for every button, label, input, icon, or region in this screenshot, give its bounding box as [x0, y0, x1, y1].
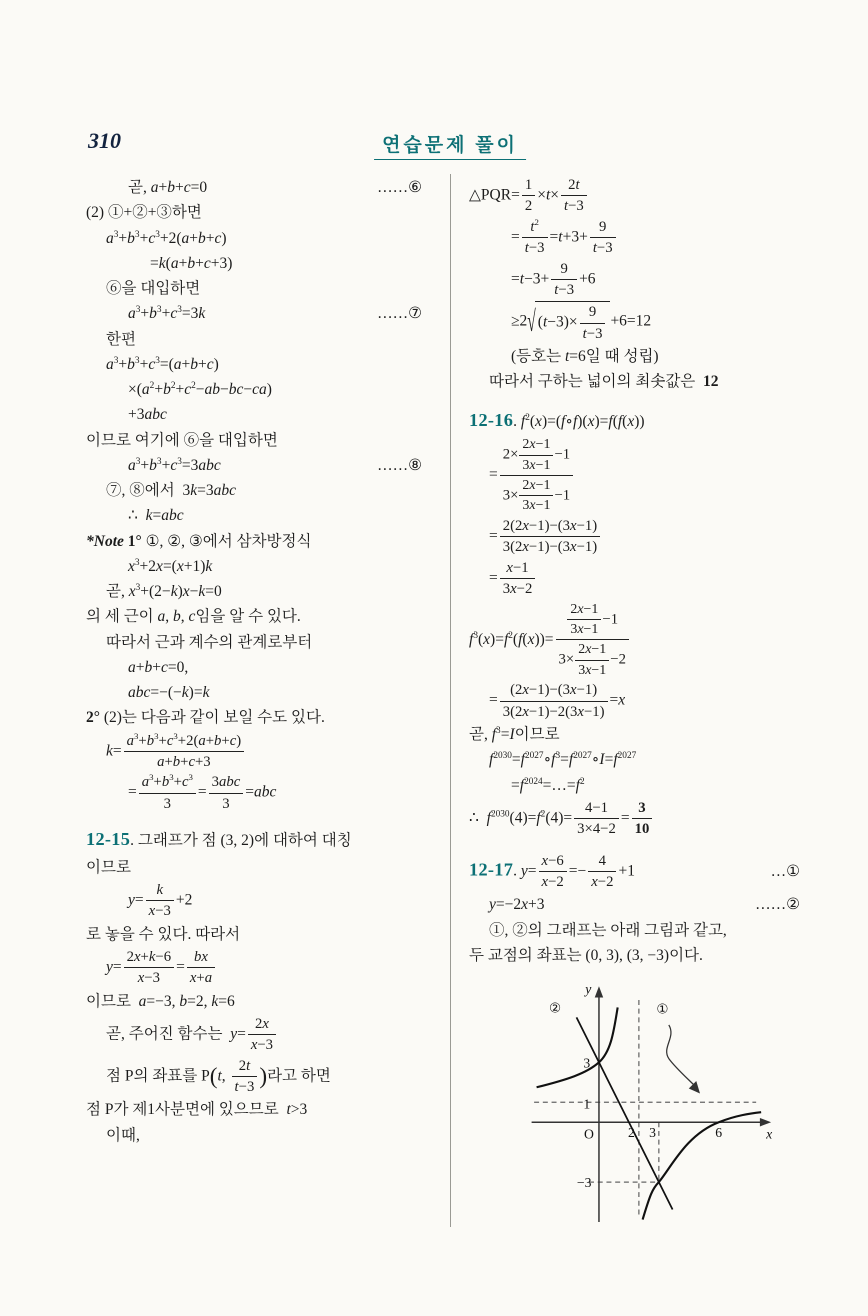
text-line: [467, 260, 816, 300]
tick-y-neg3: −3: [576, 1175, 592, 1191]
graph-figure: [501, 975, 816, 1227]
text-line: [84, 681, 438, 704]
text-line: [84, 252, 438, 275]
line-content: ≥2√ (t−3)× $\frac{9}{t-3}$ +6=12: [511, 301, 651, 343]
x-axis-arrow: [760, 1118, 771, 1126]
text-line: [467, 852, 816, 892]
text-line: [467, 517, 816, 557]
text-line: [84, 302, 438, 325]
line-content: 따라서 구하는 넓이의 최솟값은 12: [489, 373, 719, 391]
line-content: *Note 1° ①, ②, ③에서 삼차방정식: [86, 532, 312, 550]
text-line: [84, 176, 438, 199]
text-line: [84, 429, 438, 452]
tick-x-6: 6: [715, 1125, 723, 1141]
line-content: 두 교점의 좌표는 (0, 3), (3, −3)이다.: [469, 946, 703, 964]
curve1-pointer-arrow: [667, 1025, 697, 1087]
text-line: [84, 277, 438, 300]
line-content: 곧, $f^3=I$이므로: [469, 726, 560, 744]
text-line: [84, 201, 438, 224]
line-content: 한편: [106, 330, 136, 348]
line-content: $a^3+b^3+c^3=3abc$: [128, 456, 221, 474]
text-line: [467, 301, 816, 343]
text-line: [84, 1057, 438, 1097]
line-content: $f^{2030}=f^{2027}\circ f^3=f^{2027}\circ I=f^{2027}$: [489, 751, 637, 769]
two-column-layout: [84, 174, 816, 1227]
text-line: [467, 723, 816, 746]
line-content: $=f^{2024}=\dots=f^2$: [511, 776, 585, 794]
text-line: [84, 990, 438, 1013]
text-line: [84, 504, 438, 527]
line-content: 점 P의 좌표를 P(t, $\frac{2t}{t-3}$ )라고 하면: [106, 1057, 331, 1095]
line-content: 점 P가 제1사분면에 있으므로 t>3: [86, 1101, 308, 1119]
text-line: [84, 605, 438, 628]
text-line: [467, 176, 816, 216]
line-content: ⑥을 대입하면: [106, 280, 201, 297]
line-content: =k(a+b+c+3): [150, 254, 233, 272]
line-content: y= $\frac{2x+k-6}{x-3}$ = $\frac{bx}{x+a}$: [106, 948, 217, 988]
text-line: [84, 378, 438, 401]
line-content: =t−3+ $\frac{9}{t-3}$ +6: [511, 260, 596, 298]
function-graph: [501, 975, 783, 1227]
x-axis-label: x: [766, 1126, 773, 1142]
text-line: [467, 559, 816, 599]
text-line: [467, 407, 816, 434]
text-line: [84, 881, 438, 921]
line-content: $\times(a^2+b^2+c^2-ab-bc-ca)$: [128, 380, 272, 398]
text-line: [84, 923, 438, 946]
line-content: = $\frac{a^3+b^3+c^3}{3}$ = 3abc 3 =abc: [128, 772, 277, 812]
line-content: 의 세 근이 a, b, c임을 알 수 있다.: [86, 608, 301, 626]
text-line: [467, 893, 816, 916]
line-content: ∴ k=abc: [128, 507, 184, 525]
text-line: [467, 681, 816, 721]
line-content: (등호는 t=6일 때 성립): [511, 348, 659, 366]
line-content: 이므로: [86, 858, 131, 876]
right-column-lines: [467, 176, 816, 967]
text-line: [84, 227, 438, 250]
text-line: [84, 732, 438, 772]
text-line: [84, 948, 438, 988]
origin-label: O: [583, 1126, 594, 1142]
hyperbola-right-branch: [643, 1112, 762, 1219]
text-line: [84, 706, 438, 729]
line-content: 12-15. 그래프가 점 (3, 2)에 대하여 대칭: [86, 829, 352, 850]
text-line: [84, 454, 438, 477]
line-content: 따라서 근과 계수의 관계로부터: [106, 633, 313, 651]
line-content: = 2× $\frac{2x-1}{3x-1}$ −1 3× $\frac{2x-1}{3x-1}$ −1: [489, 436, 575, 515]
tick-y-1: 1: [583, 1096, 591, 1112]
line-content: a+b+c=0,: [128, 658, 189, 676]
text-line: [467, 370, 816, 393]
text-line: [84, 1124, 438, 1147]
text-line: [467, 944, 816, 967]
equation-tag: ……⑧: [377, 456, 422, 474]
text-line: [467, 345, 816, 368]
line-content: △PQR= $\frac{1}{2}$ ×t× $\frac{2t}{t-3}$: [469, 176, 589, 216]
line-content: 12-16. $f^2(x)=(f\circ f)(x)=f(f(x))$: [469, 409, 645, 430]
text-line: [84, 403, 438, 426]
line-content: $a^3+b^3+c^3=(a+b+c)$: [106, 355, 219, 373]
line-content: +3abc: [128, 406, 167, 424]
line-content: k= $\frac{a^3+b^3+c^3+2(a+b+c)}{a+b+c+3}$: [106, 732, 246, 772]
page-header: [84, 128, 816, 162]
line-content: 이므로 a=−3, b=2, k=6: [86, 992, 235, 1010]
line-content: $f^3(x)=f^2(f(x))=$ $\frac{2x-1}{3x-1}$ −1 3× $\frac{2x-1}{3x-1}$ −2: [469, 601, 631, 680]
tick-y-3: 3: [583, 1055, 591, 1071]
line-content: = $\frac{2(2x-1)-(3x-1)}{3(2x-1)-(3x-1)}$: [489, 517, 602, 557]
text-line: [467, 919, 816, 942]
text-line: [84, 856, 438, 879]
tick-x-3: 3: [649, 1125, 657, 1141]
line-content: 곧, a+b+c=0: [128, 179, 208, 196]
equation-tag: …①: [770, 862, 800, 880]
line-content: $a^3+b^3+c^3+2(a+b+c)$: [106, 229, 227, 247]
line-content: ①, ②의 그래프는 아래 그림과 같고,: [489, 921, 727, 939]
line-content: 곧, 주어진 함수는 y= $\frac{2x}{x-3}$: [106, 1015, 278, 1055]
text-line: [84, 656, 438, 679]
left-column: [84, 174, 450, 1227]
text-line: [84, 826, 438, 853]
line-content: = $\frac{x-1}{3x-2}$: [489, 559, 537, 599]
line-content: 2° (2)는 다음과 같이 보일 수도 있다.: [86, 709, 325, 727]
text-line: [84, 479, 438, 502]
text-line: [84, 1098, 438, 1121]
text-line: [84, 1015, 438, 1055]
line-content: = $\frac{t^2}{t-3}$ =t+3+ $\frac{9}{t-3}$: [511, 218, 618, 258]
line-content: y= $\frac{k}{x-3}$ +2: [128, 881, 193, 920]
text-line: [467, 436, 816, 515]
page-number: 310: [88, 128, 121, 153]
curve1-label: ①: [656, 1001, 669, 1017]
y-axis-label: y: [585, 981, 592, 997]
text-line: [84, 631, 438, 654]
line-content: 이므로 여기에 ⑥을 대입하면: [86, 431, 278, 449]
y-axis-arrow: [595, 986, 603, 997]
text-line: [84, 328, 438, 351]
line-content: abc=−(−k)=k: [128, 684, 210, 701]
text-line: [84, 530, 438, 553]
line-content: ∴ $f^{2030}(4)=f^2(4)=$ $\frac{4-1}{3\times 4-2}$ = $\frac{3}{10}$: [469, 799, 654, 839]
tick-x-2: 2: [627, 1125, 635, 1141]
equation-tag: ……⑥: [377, 179, 422, 196]
curve2-label: ②: [549, 1000, 562, 1016]
text-line: [467, 774, 816, 797]
text-line: [467, 748, 816, 771]
line-content: 이때,: [106, 1126, 140, 1144]
text-line: [84, 353, 438, 376]
line-content: 로 놓을 수 있다. 따라서: [86, 925, 241, 943]
text-line: [467, 601, 816, 680]
line-content: 12-17. y= $\frac{x-6}{x-2}$ =− $\frac{4}{x-2}$ +1: [469, 852, 635, 891]
line-content: $x^3+2x=(x+1)k$: [128, 557, 213, 575]
line-content: y=−2x+3: [489, 896, 545, 914]
text-line: [467, 799, 816, 839]
text-line: [467, 218, 816, 258]
line-content: $a^3+b^3+c^3=3k$: [128, 305, 206, 323]
curve1-pointer-arrowhead: [689, 1081, 700, 1093]
text-line: [84, 555, 438, 578]
equation-tag: ……⑦: [377, 305, 422, 323]
line-content: (2) ①+②+③하면: [86, 204, 202, 222]
text-line: [84, 580, 438, 603]
line-content: = $\frac{(2x-1)-(3x-1)}{3(2x-1)-2(3x-1)}$ =x: [489, 682, 626, 720]
line-content: ⑦, ⑧에서 3k=3abc: [106, 482, 236, 499]
equation-tag: ……②: [755, 896, 800, 914]
line-content: 곧, $x^3+(2-k)x-k=0$: [106, 582, 222, 600]
page-title: 연습문제 풀이: [374, 130, 526, 160]
text-line: [84, 773, 438, 813]
right-column: [450, 174, 816, 1227]
